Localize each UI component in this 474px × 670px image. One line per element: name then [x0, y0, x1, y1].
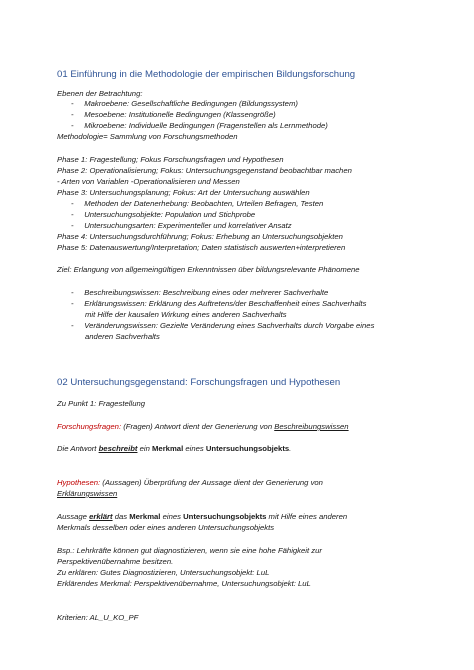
- phase2-line: Phase 2: Operationalisierung; Fokus: Untersuchungsgegenstand beobachtbar machen: [57, 166, 352, 175]
- list-item: - Mesoebene: Institutionelle Bedingungen (Klassengröße): [71, 110, 276, 119]
- phase5-line: Phase 5: Datenauswertung/Interpretation; Daten statistisch auswerten+interpretieren: [57, 243, 346, 252]
- list-item: - Makroebene: Gesellschaftliche Bedingungen (Bildungssystem): [71, 99, 298, 108]
- forschungsfragen-line: Forschungsfragen: (Fragen) Antwort dient der Generierung von Beschreibungswissen: [57, 422, 349, 431]
- phase4-line: Phase 4: Untersuchungsdurchführung; Fokus: Erhebung an Untersuchungsobjekten: [57, 232, 343, 241]
- list-item: - Untersuchungsarten: Experimenteller und korrelativer Ansatz: [71, 221, 292, 230]
- aussage-line: Aussage erklärt das Merkmal eines Untersuchungsobjekts mit Hilfe eines anderen: [57, 512, 348, 521]
- hypothesen-line: Hypothesen: (Aussagen) Überprüfung der Aussage dient der Generierung von: [57, 478, 323, 487]
- punkt1-line: Zu Punkt 1: Fragestellung: [57, 399, 146, 408]
- bsp-line: Perspektivenübernahme besitzen.: [57, 557, 174, 566]
- bsp-line: Zu erklären: Gutes Diagnostizieren, Untersuchungsobjekt: LuL: [57, 568, 270, 577]
- hypothesen-label: Hypothesen:: [57, 478, 101, 487]
- list-item: - Veränderungswissen: Gezielte Veränderung eines Sachverhalts durch Vorgabe eines: [71, 321, 375, 330]
- forschungsfragen-label: Forschungsfragen:: [57, 422, 122, 431]
- erklaerungswissen-link: Erklärungswissen: [57, 489, 118, 498]
- list-item: - Beschreibungswissen: Beschreibung eines oder mehrerer Sachverhalte: [71, 288, 329, 297]
- list-item: - Mikroebene: Individuelle Bedingungen (Fragenstellen als Lernmethode): [71, 121, 328, 130]
- phase2-continuation: - Arten von Variablen -Operationalisieren und Messen: [57, 177, 240, 186]
- section1-heading: 01 Einführung in die Methodologie der empirischen Bildungsforschung: [57, 69, 356, 80]
- beschreibungswissen-link: Beschreibungswissen: [274, 422, 349, 431]
- phase1-line: Phase 1: Fragestellung; Fokus Forschungsfragen und Hypothesen: [57, 155, 284, 164]
- section2-heading: 02 Untersuchungsgegenstand: Forschungsfragen und Hypothesen: [57, 377, 341, 388]
- antwort-line: Die Antwort beschreibt ein Merkmal eines Untersuchungsobjekts.: [57, 444, 292, 453]
- list-item: - Methoden der Datenerhebung: Beobachten, Urteilen Befragen, Testen: [71, 199, 324, 208]
- methodologie-line: Methodologie= Sammlung von Forschungsmethoden: [57, 132, 238, 141]
- phase3-line: Phase 3: Untersuchungsplanung; Fokus: Art der Untersuchung auswählen: [57, 188, 310, 197]
- list-item: - Untersuchungsobjekte: Population und Stichprobe: [71, 210, 256, 219]
- list-item-continuation: anderen Sachverhalts: [85, 332, 160, 341]
- list-item: - Erklärungswissen: Erklärung des Auftretens/der Beschaffenheit eines Sachverhalts: [71, 299, 367, 308]
- list-item-continuation: mit Hilfe der kausalen Wirkung eines anderen Sachverhalts: [85, 310, 287, 319]
- bsp-line: Erklärendes Merkmal: Perspektivenübernahme, Untersuchungsobjekt: LuL: [57, 579, 311, 588]
- ebenen-title: Ebenen der Betrachtung:: [57, 89, 143, 98]
- bsp-line: Bsp.: Lehrkräfte können gut diagnostizieren, wenn sie eine hohe Fähigkeit zur: [57, 546, 322, 555]
- aussage-continuation: Merkmals desselben oder eines anderen Untersuchungsobjekts: [57, 523, 275, 532]
- kriterien-line: Kriterien: AL_U_KO_PF: [57, 613, 139, 622]
- ziel-line: Ziel: Erlangung von allgemeingültigen Erkenntnissen über bildungsrelevante Phänomene: [57, 265, 360, 274]
